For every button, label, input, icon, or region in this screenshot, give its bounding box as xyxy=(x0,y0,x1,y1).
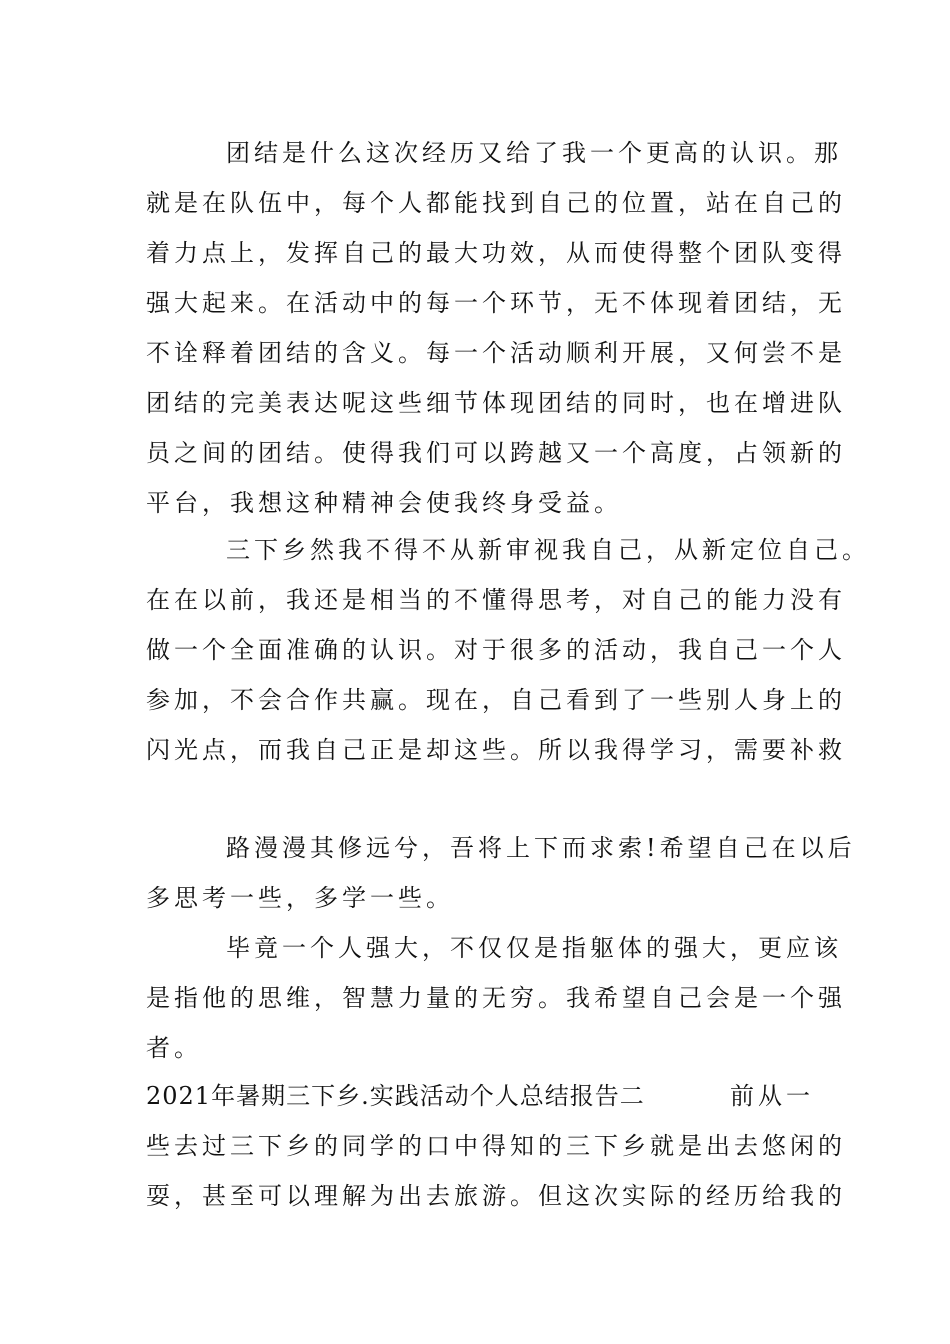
paragraph-line: 者。 xyxy=(146,1034,202,1062)
paragraph-line: 不诠释着团结的含义。每一个活动顺利开展，又何尝不是 xyxy=(146,339,846,367)
paragraph-line: 多思考一些，多学一些。 xyxy=(146,884,454,912)
paragraph-line: 参加，不会合作共赢。现在，自己看到了一些别人身上的 xyxy=(146,686,846,714)
paragraph-line: 员之间的团结。使得我们可以跨越又一个高度，占领新的 xyxy=(146,439,846,467)
paragraph-line: 路漫漫其修远兮，吾将上下而求索!希望自己在以后 xyxy=(226,834,856,862)
paragraph-line: 平台，我想这种精神会使我终身受益。 xyxy=(146,489,622,517)
paragraph-line: 三下乡然我不得不从新审视我自己，从新定位自己。 xyxy=(226,536,870,564)
paragraph-line: 就是在队伍中，每个人都能找到自己的位置，站在自己的 xyxy=(146,189,846,217)
paragraph-line: 团结是什么这次经历又给了我一个更高的认识。那 xyxy=(226,139,842,167)
paragraph-line: 团结的完美表达呢这些细节体现团结的同时，也在增进队 xyxy=(146,389,846,417)
paragraph-line: 些去过三下乡的同学的口中得知的三下乡就是出去悠闲的 xyxy=(146,1132,846,1160)
paragraph-line: 在在以前，我还是相当的不懂得思考，对自己的能力没有 xyxy=(146,586,846,614)
paragraph-line: 强大起来。在活动中的每一个环节，无不体现着团结，无 xyxy=(146,289,846,317)
paragraph-line: 是指他的思维，智慧力量的无穷。我希望自己会是一个强 xyxy=(146,984,846,1012)
report-heading: 2021年暑期三下乡.实践活动个人总结报告二 xyxy=(146,1082,645,1110)
paragraph-line: 做一个全面准确的认识。对于很多的活动，我自己一个人 xyxy=(146,636,846,664)
paragraph-line: 闪光点，而我自己正是却这些。所以我得学习，需要补救 xyxy=(146,736,846,764)
paragraph-line: 耍，甚至可以理解为出去旅游。但这次实际的经历给我的 xyxy=(146,1182,846,1210)
paragraph-line: 着力点上，发挥自己的最大功效，从而使得整个团队变得 xyxy=(146,239,846,267)
paragraph-line: 前从一 xyxy=(730,1082,814,1110)
paragraph-line: 毕竟一个人强大，不仅仅是指躯体的强大，更应该 xyxy=(226,934,842,962)
